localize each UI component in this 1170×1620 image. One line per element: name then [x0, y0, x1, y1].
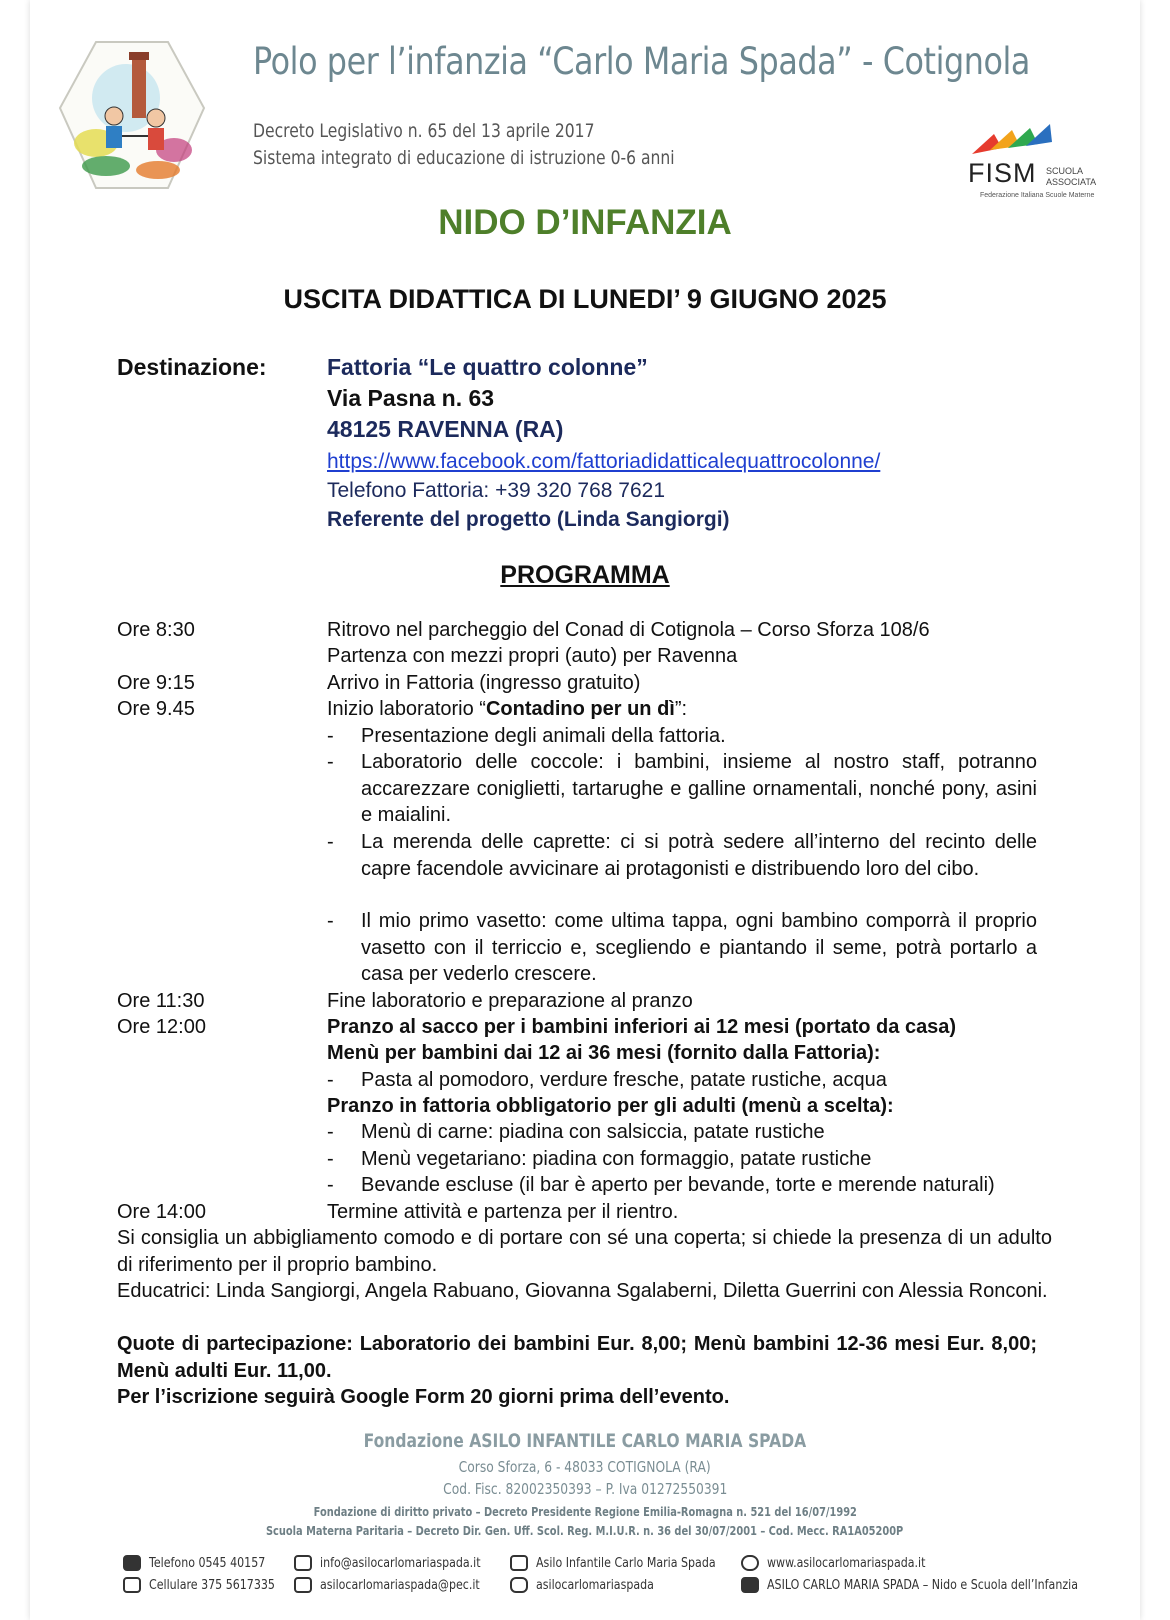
fism-federation: Federazione Italiana Scuole Materne: [980, 192, 1095, 199]
educators-note: Educatrici: Linda Sangiorgi, Angela Rabuano, Giovanna Sgalaberni, Diletta Guerrini con Alessia Ronconi.: [117, 1280, 1048, 1302]
instagram-icon: [510, 1577, 528, 1593]
mobile-icon: [123, 1577, 141, 1593]
time-1400: Ore 14:00: [117, 1201, 206, 1223]
footer-phone: Telefono 0545 40157: [123, 1555, 286, 1571]
clothing-note: Si consiglia un abbigliamento comodo e di portare con sé una coperta; si chiede la presenza di un adulto di riferimento per il proprio bambino.: [117, 1227, 1052, 1276]
foundation-name: Fondazione ASILO INFANTILE CARLO MARIA SPADA: [363, 1430, 807, 1452]
legal-line-1: Fondazione di diritto privato – Decreto Presidente Regione Emilia-Romagna n. 521 del 16/07/1992: [313, 1505, 857, 1519]
adult-menu-item: Bevande escluse (il bar è aperto per bevande, torte e merende naturali): [361, 1174, 995, 1196]
list-dash: -: [327, 910, 334, 932]
fees-note: Quote di partecipazione: Laboratorio dei bambini Eur. 8,00; Menù bambini 12-36 mesi Eur. 8,00; Menù adulti Eur. 11,00.: [117, 1333, 1037, 1382]
farm-facebook-link[interactable]: https://www.facebook.com/fattoriadidatticalequattrocolonne/: [327, 450, 881, 473]
signup-note: Per l’iscrizione seguirà Google Form 20 giorni prima dell’evento.: [117, 1386, 730, 1408]
lunch-infants: Pranzo al sacco per i bambini inferiori ai 12 mesi (portato da casa): [327, 1016, 957, 1038]
lunch-adults: Pranzo in fattoria obbligatorio per gli adulti (menù a scelta):: [327, 1095, 894, 1117]
workshop-start: Inizio laboratorio “Contadino per un dì”:: [327, 698, 688, 720]
lab-item: Il mio primo vasetto: come ultima tappa, ogni bambino comporrà il proprio vasetto con il terriccio e, scegliendo e piantando il seme, potrà portarlo a casa per vederlo crescere.: [361, 910, 1037, 985]
list-dash: -: [327, 1121, 334, 1143]
farm-street: Via Pasna n. 63: [327, 385, 495, 411]
youtube-icon: [510, 1555, 528, 1571]
meeting-point: Ritrovo nel parcheggio del Conad di Cotignola – Corso Sforza 108/6: [327, 619, 930, 641]
time-0945: Ore 9.45: [117, 698, 195, 720]
event-title: USCITA DIDATTICA DI LUNEDI’ 9 GIUGNO 2025: [283, 284, 887, 314]
fism-tagline: SCUOLA ASSOCIATA: [1046, 166, 1097, 187]
school-title: Polo per l’infanzia “Carlo Maria Spada” - Cotignola: [253, 40, 1031, 83]
list-dash: -: [327, 1069, 334, 1091]
decree-line: Decreto Legislativo n. 65 del 13 aprile 2017: [253, 120, 595, 142]
email-icon: [294, 1555, 312, 1571]
pec-email-icon: [294, 1577, 312, 1593]
destination-label: Destinazione:: [117, 354, 267, 380]
section-title: NIDO D’INFANZIA: [438, 203, 732, 242]
farm-phone: Telefono Fattoria: +39 320 768 7621: [327, 479, 666, 502]
lunch-kids: Menù per bambini dai 12 ai 36 mesi (fornito dalla Fattoria):: [327, 1042, 881, 1064]
system-line: Sistema integrato di educazione di istruzione 0-6 anni: [253, 147, 675, 169]
list-dash: -: [327, 1148, 334, 1170]
lab-item: La merenda delle caprette: ci si potrà sedere all’interno del recinto delle capre facendole avvicinare ai protagonisti e distribuendo loro del cibo.: [361, 831, 1037, 880]
footer-pec[interactable]: asilocarlomariaspada@pec.it: [294, 1577, 508, 1593]
footer-facebook[interactable]: ASILO CARLO MARIA SPADA – Nido e Scuola dell’Infanzia: [741, 1577, 1133, 1593]
school-logo: [56, 38, 206, 203]
adult-menu-item: Menù di carne: piadina con salsiccia, patate rustiche: [361, 1121, 825, 1143]
time-1130: Ore 11:30: [117, 990, 205, 1012]
footer-email[interactable]: info@asilocarlomariaspada.it: [294, 1555, 509, 1571]
list-dash: -: [327, 751, 334, 773]
workshop-end: Fine laboratorio e preparazione al pranzo: [327, 990, 693, 1012]
legal-line-2: Scuola Materna Paritaria – Decreto Dir. Gen. Uff. Scol. Reg. M.I.U.R. n. 36 del 30/07/2001 – Cod. Mecc. RA1A05200P: [266, 1524, 904, 1538]
farm-name: Fattoria “Le quattro colonne”: [327, 354, 648, 380]
time-1200: Ore 12:00: [117, 1016, 206, 1038]
adult-menu-item: Menù vegetariano: piadina con formaggio, patate rustiche: [361, 1148, 872, 1170]
footer-youtube[interactable]: Asilo Infantile Carlo Maria Spada: [510, 1555, 747, 1571]
footer-instagram[interactable]: asilocarlomariaspada: [510, 1577, 675, 1593]
return-note: Termine attività e partenza per il rientro.: [327, 1201, 679, 1223]
list-dash: -: [327, 725, 334, 747]
kids-menu-item: Pasta al pomodoro, verdure fresche, patate rustiche, acqua: [361, 1069, 887, 1091]
globe-icon: [741, 1555, 759, 1571]
facebook-icon: [741, 1577, 759, 1593]
footer-website[interactable]: www.asilocarlomariaspada.it: [741, 1555, 953, 1571]
foundation-address: Corso Sforza, 6 - 48033 COTIGNOLA (RA): [458, 1458, 712, 1476]
lab-item: Laboratorio delle coccole: i bambini, insieme al nostro staff, potranno accarezzare coniglietti, tartarughe e galline ornamentali, nonché pony, asini e maialini.: [361, 751, 1037, 826]
footer-mobile: Cellulare 375 5617335: [123, 1577, 297, 1593]
list-dash: -: [327, 1174, 334, 1196]
time-0915: Ore 9:15: [117, 672, 195, 694]
foundation-fiscal: Cod. Fisc. 82002350393 – P. Iva 01272550391: [442, 1480, 728, 1498]
arrival-note: Arrivo in Fattoria (ingresso gratuito): [327, 672, 641, 694]
departure-note: Partenza con mezzi propri (auto) per Ravenna: [327, 645, 738, 667]
program-heading: PROGRAMMA: [500, 561, 670, 589]
fism-name: FISM: [968, 158, 1037, 188]
list-dash: -: [327, 831, 334, 853]
lab-item: Presentazione degli animali della fattoria.: [361, 725, 726, 747]
project-referent: Referente del progetto (Linda Sangiorgi): [327, 508, 730, 531]
time-0830: Ore 8:30: [117, 619, 195, 641]
phone-icon: [123, 1555, 141, 1571]
farm-city: 48125 RAVENNA (RA): [327, 416, 564, 442]
